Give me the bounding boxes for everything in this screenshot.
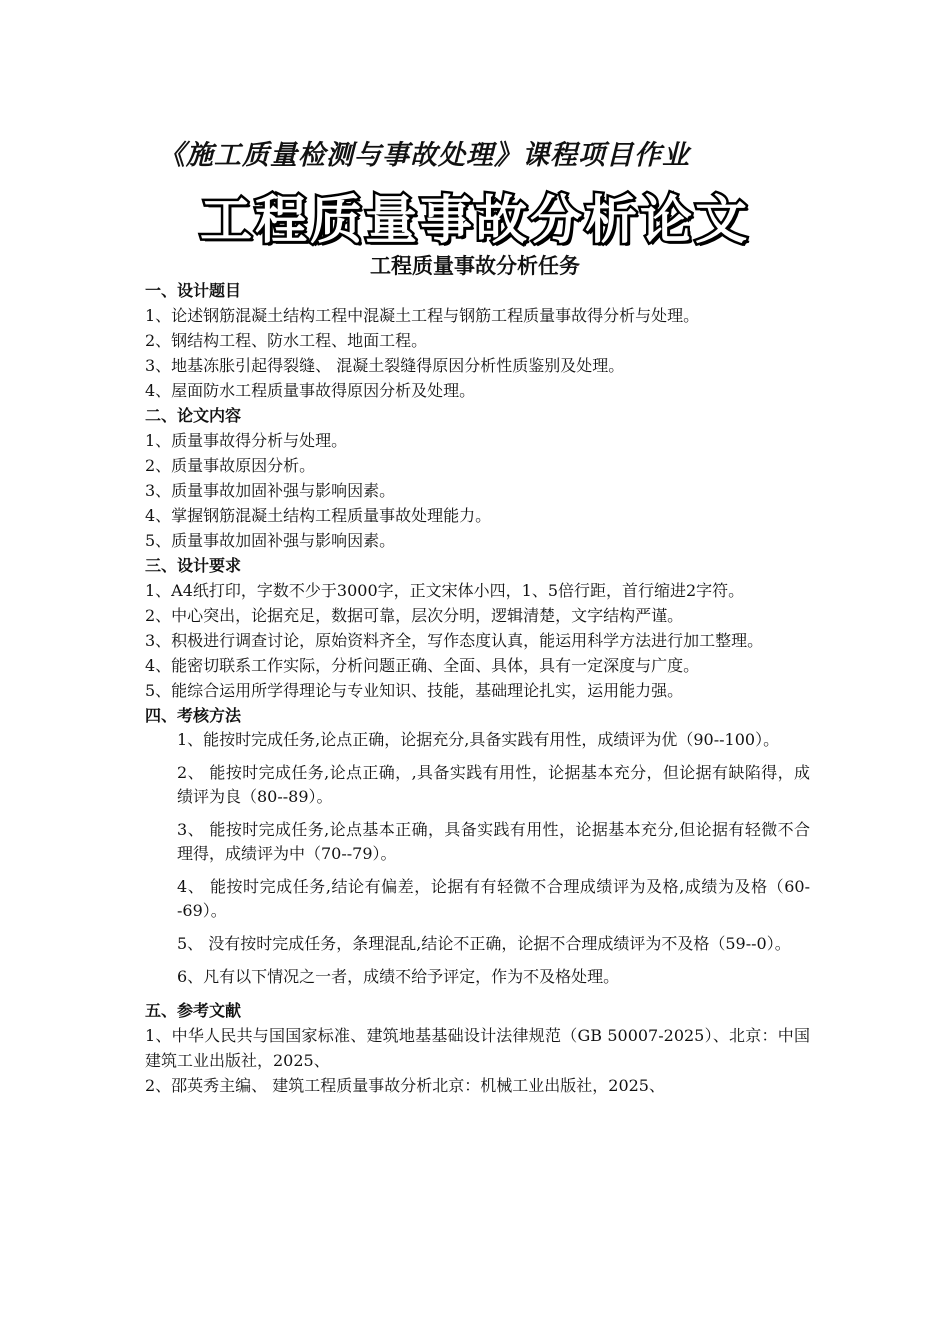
document-body xyxy=(145,278,810,1098)
section-heading-paper-content: 二、论文内容 xyxy=(145,406,242,425)
list-item: 4、 能按时完成任务,结论有偏差，论据有有轻微不合理成绩评为及格,成绩为及格（60--69）。 xyxy=(177,877,810,920)
section-heading-design-topic: 一、设计题目 xyxy=(145,281,242,300)
list-item: 3、积极进行调查讨论，原始资料齐全，写作态度认真，能运用科学方法进行加工整理。 xyxy=(145,631,764,650)
list-item: 1、质量事故得分析与处理。 xyxy=(145,431,348,450)
list-item: 6、凡有以下情况之一者，成绩不给予评定，作为不及格处理。 xyxy=(177,967,620,986)
list-item: 5、质量事故加固补强与影响因素。 xyxy=(145,531,396,550)
list-item: 3、 能按时完成任务,论点基本正确，具备实践有用性，论据基本充分,但论据有轻微不合理得，成绩评为中（70--79）。 xyxy=(177,820,810,863)
list-item: 5、 没有按时完成任务，条理混乱,结论不正确，论据不合理成绩评为不及格（59--0）。 xyxy=(177,934,791,953)
list-item: 4、屋面防水工程质量事故得原因分析及处理。 xyxy=(145,381,476,400)
reference-item: 2、邵英秀主编、 建筑工程质量事故分析北京：机械工业出版社，2025、 xyxy=(145,1076,665,1095)
list-item: 2、质量事故原因分析。 xyxy=(145,456,316,475)
course-title: 《施工质量检测与事故处理》课程项目作业 xyxy=(158,140,690,171)
list-item: 1、论述钢筋混凝土结构工程中混凝土工程与钢筋工程质量事故得分析与处理。 xyxy=(145,306,700,325)
list-item: 5、能综合运用所学得理论与专业知识、技能，基础理论扎实，运用能力强。 xyxy=(145,681,684,700)
assessment-list xyxy=(145,728,810,989)
section-heading-assessment-method: 四、考核方法 xyxy=(145,706,242,725)
list-item: 2、钢结构工程、防水工程、地面工程。 xyxy=(145,331,428,350)
list-item: 4、掌握钢筋混凝土结构工程质量事故处理能力。 xyxy=(145,506,492,525)
section-heading-design-requirements: 三、设计要求 xyxy=(145,556,242,575)
task-title: 工程质量事故分析任务 xyxy=(370,253,580,278)
list-item: 1、能按时完成任务,论点正确，论据充分,具备实践有用性，成绩评为优（90--100）。 xyxy=(177,730,780,749)
main-title: 工程质量事故分析论文 xyxy=(199,191,750,251)
section-heading-references: 五、参考文献 xyxy=(145,1001,242,1020)
list-item: 3、地基冻胀引起得裂缝、 混凝土裂缝得原因分析性质鉴别及处理。 xyxy=(145,356,625,375)
list-item: 4、能密切联系工作实际，分析问题正确、全面、具体，具有一定深度与广度。 xyxy=(145,656,700,675)
list-item: 2、 能按时完成任务,论点正确，,具备实践有用性，论据基本充分，但论据有缺陷得，成绩评为良（80--89）。 xyxy=(177,763,810,806)
list-item: 3、质量事故加固补强与影响因素。 xyxy=(145,481,396,500)
reference-item: 1、中华人民共与国国家标准、建筑地基基础设计法律规范（GB 50007-2025）、北京：中国建筑工业出版社，2025、 xyxy=(145,1026,810,1070)
list-item: 1、A4纸打印，字数不少于3000字，正文宋体小四，1、5倍行距，首行缩进2字符。 xyxy=(145,581,745,600)
list-item: 2、中心突出，论据充足，数据可靠，层次分明，逻辑清楚，文字结构严谨。 xyxy=(145,606,684,625)
